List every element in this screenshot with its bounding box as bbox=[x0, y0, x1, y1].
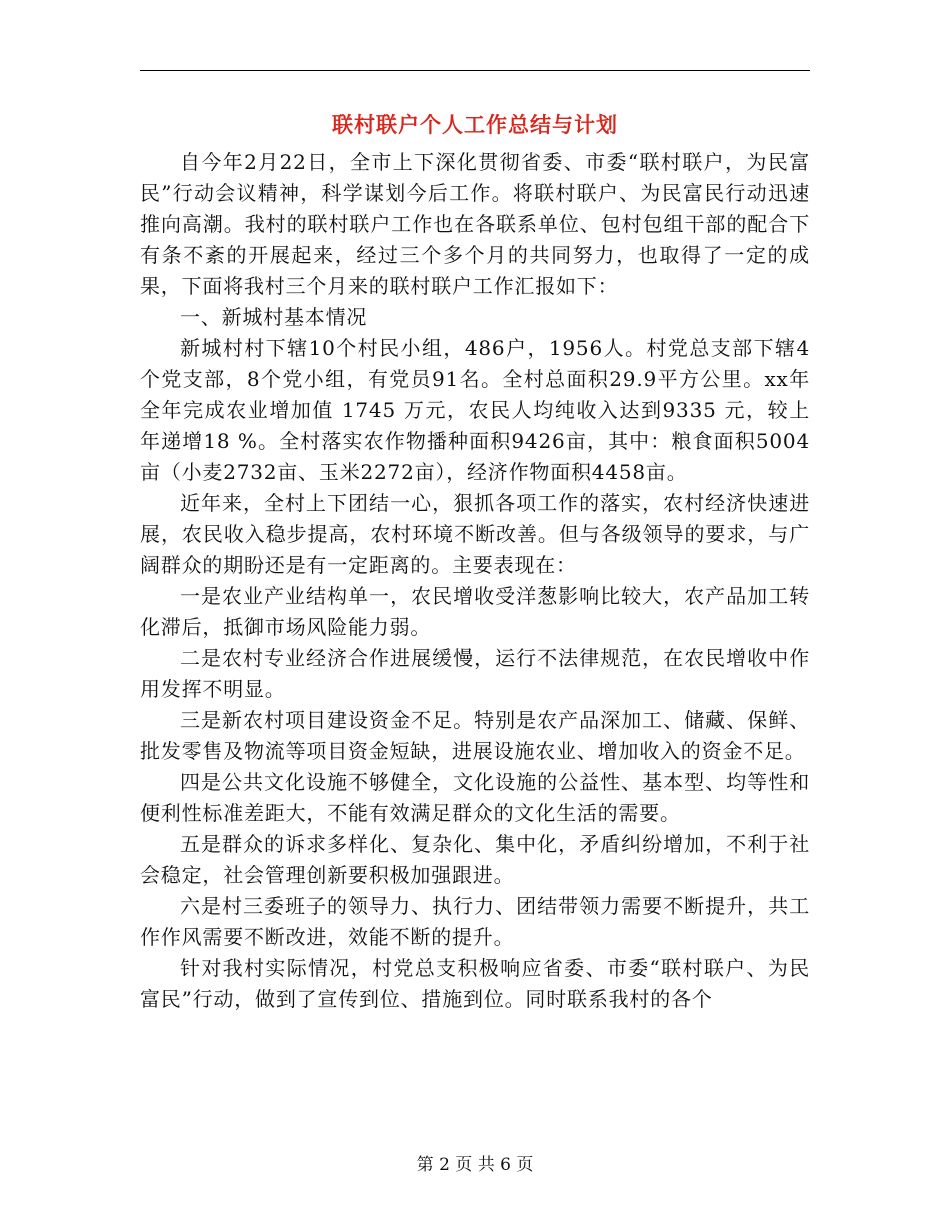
paragraph-issue-4: 四是公共文化设施不够健全，文化设施的公益性、基本型、均等性和便利性标准差距大，不能有效满足群众的文化生活的需要。 bbox=[140, 770, 810, 825]
paragraph-issue-1: 一是农业产业结构单一，农民增收受洋葱影响比较大，农产品加工转化滞后，抵御市场风险能力弱。 bbox=[140, 584, 810, 639]
section-heading: 一、新城村基本情况 bbox=[180, 305, 368, 329]
header-rule bbox=[140, 70, 810, 71]
paragraph-village-stats: 新城村村下辖10个村民小组，486户，1956人。村党总支部下辖4个党支部，8个党小组，有党员91名。全村总面积29.9平方公里。xx年全年完成农业增加值 1745 万元，农民人均纯收入达到9335 元，较上年递增18 %。全村落实农作物播种面积9426亩，其中：粮食面积5004亩（小麦2732亩、玉米2272亩），经济作物面积4458亩。 bbox=[140, 336, 810, 484]
document-body bbox=[140, 147, 810, 1015]
paragraph-issue-3: 三是新农村项目建设资金不足。特别是农产品深加工、储藏、保鲜、批发零售及物流等项目资金短缺，进展设施农业、增加收入的资金不足。 bbox=[140, 708, 810, 763]
paragraph-issue-2: 二是农村专业经济合作进展缓慢，运行不法律规范，在农民增收中作用发挥不明显。 bbox=[140, 646, 810, 701]
paragraph-issue-5: 五是群众的诉求多样化、复杂化、集中化，矛盾纠纷增加，不利于社会稳定，社会管理创新要积极加强跟进。 bbox=[140, 832, 810, 887]
paragraph-intro: 自今年2月22日，全市上下深化贯彻省委、市委“联村联户，为民富民”行动会议精神，科学谋划今后工作。将联村联户、为民富民行动迅速推向高潮。我村的联村联户工作也在各联系单位、包村包组干部的配合下有条不紊的开展起来，经过三个多个月的共同努力，也取得了一定的成果，下面将我村三个月来的联村联户工作汇报如下： bbox=[140, 150, 810, 298]
document-title: 联村联户个人工作总结与计划 bbox=[332, 113, 618, 137]
page-number-footer: 第 2 页 共 6 页 bbox=[416, 1155, 534, 1175]
paragraph-response: 针对我村实际情况，村党总支积极响应省委、市委“联村联户、为民富民”行动，做到了宣传到位、措施到位。同时联系我村的各个 bbox=[140, 956, 810, 1011]
paragraph-issue-6: 六是村三委班子的领导力、执行力、团结带领力需要不断提升，共工作作风需要不断改进，效能不断的提升。 bbox=[140, 894, 810, 949]
paragraph-recent-years: 近年来，全村上下团结一心，狠抓各项工作的落实，农村经济快速进展，农民收入稳步提高，农村环境不断改善。但与各级领导的要求，与广阔群众的期盼还是有一定距离的。主要表现在： bbox=[140, 491, 810, 577]
